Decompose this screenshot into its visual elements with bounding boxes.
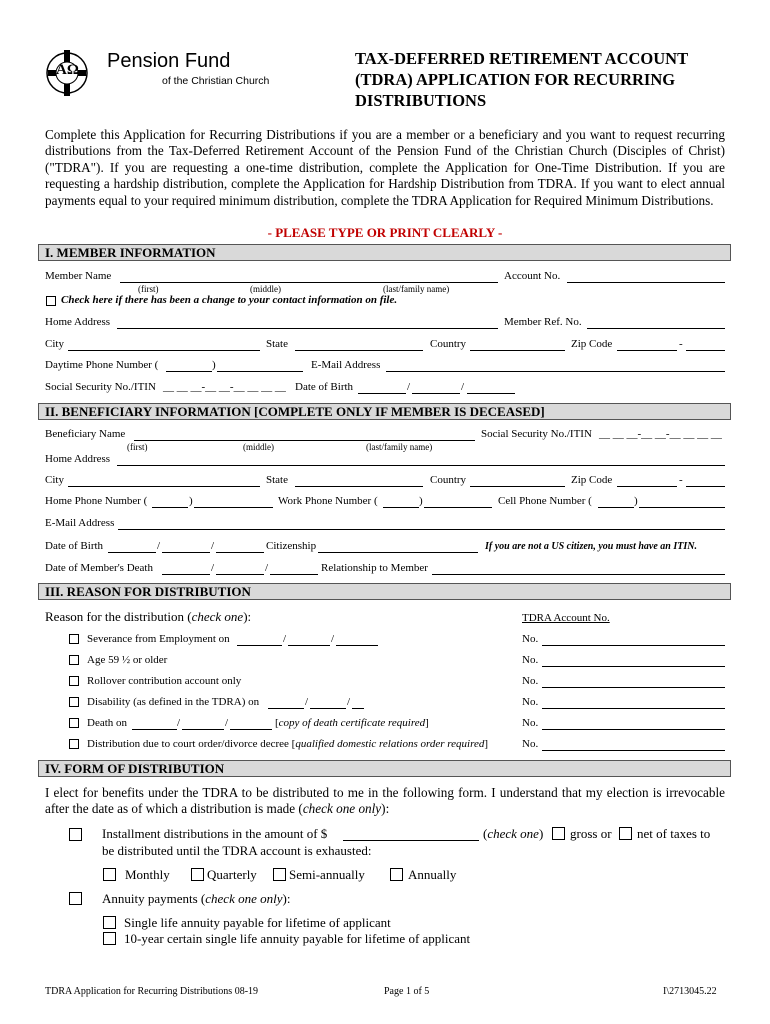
ben-dob-day-field[interactable] <box>162 552 210 553</box>
ben-dob-year-field[interactable] <box>216 552 264 553</box>
daytime-phone-field[interactable] <box>217 371 303 372</box>
relationship-label: Relationship to Member <box>321 562 428 574</box>
beneficiary-name-field[interactable] <box>134 440 475 441</box>
semiannual-label: Semi-annually <box>289 867 365 882</box>
citizenship-label: Citizenship <box>266 540 317 552</box>
election-paragraph: I elect for benefits under the TDRA to be distributed to me in the following form. I understand that my election is irrevocable after the date as of which a distribution is made (check one only): <box>45 785 725 817</box>
age-account-field[interactable] <box>542 666 725 667</box>
death-account-field[interactable] <box>542 729 725 730</box>
installment-label-2: be distributed until the TDRA account is exhausted: <box>102 843 372 858</box>
contact-change-checkbox[interactable] <box>46 296 56 306</box>
email-label: E-Mail Address <box>311 359 381 371</box>
monthly-checkbox[interactable] <box>103 868 116 881</box>
rollover-account-field[interactable] <box>542 687 725 688</box>
ssn-field[interactable]: __ __ __-__ __-__ __ __ __ <box>163 381 286 393</box>
rollover-label: Rollover contribution account only <box>87 675 242 687</box>
gross-checkbox[interactable] <box>552 827 565 840</box>
ben-email-field[interactable] <box>118 529 725 530</box>
member-name-label: Member Name <box>45 270 112 282</box>
logo <box>44 46 294 102</box>
severance-year-field[interactable] <box>336 645 378 646</box>
home-phone-field[interactable] <box>194 507 273 508</box>
middle-caption: (middle) <box>250 284 281 294</box>
installment-check-one: (check one) <box>483 826 544 841</box>
quarterly-checkbox[interactable] <box>191 868 204 881</box>
ben-zip-label: Zip Code <box>571 474 613 486</box>
ben-ssn-field[interactable]: __ __ __-__ __-__ __ __ __ <box>599 428 722 440</box>
member-ref-label: Member Ref. No. <box>504 316 582 328</box>
death-day-field[interactable] <box>216 574 264 575</box>
semiannual-checkbox[interactable] <box>273 868 286 881</box>
net-checkbox[interactable] <box>619 827 632 840</box>
annuity-label: Annuity payments (check one only): <box>102 891 291 906</box>
death-on-day-field[interactable] <box>182 729 224 730</box>
ben-country-label: Country <box>430 474 467 486</box>
dob-slash-1: / <box>407 381 411 393</box>
ben-ssn-label: Social Security No./ITIN <box>481 428 592 440</box>
work-paren-close: ) <box>419 495 423 507</box>
ben-country-field[interactable] <box>470 486 565 487</box>
daytime-phone-label: Daytime Phone Number ( <box>45 359 159 371</box>
home-paren-close: ) <box>189 495 193 507</box>
ben-city-label: City <box>45 474 64 486</box>
court-order-checkbox[interactable] <box>69 739 79 749</box>
death-certificate-note: [copy of death certificate required] <box>275 717 429 729</box>
print-clearly-notice: - PLEASE TYPE OR PRINT CLEARLY - <box>267 225 503 240</box>
zip-dash: - <box>679 338 683 350</box>
quarterly-label: Quarterly <box>207 867 257 882</box>
reason-prompt: Reason for the distribution (check one): <box>45 609 252 624</box>
age-no-label: No. <box>522 654 539 666</box>
disability-slash-1: / <box>305 696 309 708</box>
zip-field[interactable] <box>617 350 677 351</box>
death-date-label: Date of Member's Death <box>45 562 153 574</box>
ben-dob-label: Date of Birth <box>45 540 104 552</box>
severance-day-field[interactable] <box>288 645 330 646</box>
tdra-account-header: TDRA Account No. <box>522 612 610 624</box>
ten-year-checkbox[interactable] <box>103 932 116 945</box>
zip-ext-field[interactable] <box>686 350 725 351</box>
ben-dob-slash-1: / <box>157 540 161 552</box>
dob-day-field[interactable] <box>412 393 460 394</box>
city-field[interactable] <box>68 350 260 351</box>
severance-checkbox[interactable] <box>69 634 79 644</box>
dob-month-field[interactable] <box>358 393 406 394</box>
ben-last-caption: (last/family name) <box>366 442 433 452</box>
section-4-header: IV. FORM OF DISTRIBUTION <box>38 760 731 777</box>
rollover-checkbox[interactable] <box>69 676 79 686</box>
net-label: net of taxes to <box>637 826 711 841</box>
dob-slash-2: / <box>461 381 465 393</box>
work-phone-label: Work Phone Number ( <box>278 495 378 507</box>
installment-label: Installment distributions in the amount of $ <box>102 826 328 841</box>
rollover-no-label: No. <box>522 675 539 687</box>
court-order-no-label: No. <box>522 738 539 750</box>
severance-label: Severance from Employment on <box>87 633 230 645</box>
relationship-field[interactable] <box>432 574 725 575</box>
work-phone-field[interactable] <box>424 507 492 508</box>
death-label: Death on <box>87 717 128 729</box>
country-field[interactable] <box>470 350 565 351</box>
account-no-field[interactable] <box>567 282 725 283</box>
ben-dob-month-field[interactable] <box>108 552 156 553</box>
citizenship-field[interactable] <box>318 552 478 553</box>
disability-month-field[interactable] <box>268 708 304 709</box>
installment-checkbox[interactable] <box>69 828 82 841</box>
disability-year-field[interactable] <box>352 708 364 709</box>
single-life-checkbox[interactable] <box>103 916 116 929</box>
death-checkbox[interactable] <box>69 718 79 728</box>
title-line-2: (TDRA) APPLICATION FOR RECURRING <box>355 70 676 89</box>
ben-email-label: E-Mail Address <box>45 517 115 529</box>
disability-label: Disability (as defined in the TDRA) on <box>87 696 260 708</box>
logo-subtitle: of the Christian Church <box>162 75 270 87</box>
country-label: Country <box>430 338 467 350</box>
email-field[interactable] <box>386 371 725 372</box>
logo-name: Pension Fund <box>107 50 231 72</box>
ben-zip-ext-field[interactable] <box>686 486 725 487</box>
section-1-header: I. MEMBER INFORMATION <box>38 244 731 261</box>
ben-home-address-label: Home Address <box>45 453 111 465</box>
ben-zip-dash: - <box>679 474 683 486</box>
contact-change-label: Check here if there has been a change to your contact information on file. <box>61 294 398 306</box>
member-name-field[interactable] <box>120 282 498 283</box>
city-label: City <box>45 338 64 350</box>
home-area-code-field[interactable] <box>152 507 188 508</box>
home-address-field[interactable] <box>117 328 498 329</box>
dob-label: Date of Birth <box>295 381 354 393</box>
death-on-year-field[interactable] <box>230 729 272 730</box>
severance-no-label: No. <box>522 633 539 645</box>
section-2-header: II. BENEFICIARY INFORMATION [COMPLETE ONLY IF MEMBER IS DECEASED] <box>38 403 731 420</box>
ben-state-field[interactable] <box>295 486 423 487</box>
annually-label: Annually <box>408 867 457 882</box>
daytime-area-code-field[interactable] <box>166 371 212 372</box>
title-line-1: TAX-DEFERRED RETIREMENT ACCOUNT <box>355 49 689 68</box>
ben-zip-field[interactable] <box>617 486 677 487</box>
ben-home-address-field[interactable] <box>117 465 725 466</box>
dob-year-field[interactable] <box>467 393 515 394</box>
title-line-3: DISTRIBUTIONS <box>355 91 487 110</box>
ben-city-field[interactable] <box>68 486 260 487</box>
monthly-label: Monthly <box>125 867 170 882</box>
ben-state-label: State <box>266 474 288 486</box>
cell-phone-field[interactable] <box>639 507 725 508</box>
severance-month-field[interactable] <box>237 645 282 646</box>
disability-slash-2: / <box>347 696 351 708</box>
severance-account-field[interactable] <box>542 645 725 646</box>
account-no-label: Account No. <box>504 270 561 282</box>
disability-day-field[interactable] <box>310 708 346 709</box>
death-on-month-field[interactable] <box>132 729 177 730</box>
itin-note: If you are not a US citizen, you must have an ITIN. <box>485 541 697 552</box>
death-month-field[interactable] <box>162 574 210 575</box>
annuity-checkbox[interactable] <box>69 892 82 905</box>
state-label: State <box>266 338 288 350</box>
work-area-code-field[interactable] <box>383 507 419 508</box>
death-on-slash-1: / <box>177 717 181 729</box>
annually-checkbox[interactable] <box>390 868 403 881</box>
death-on-slash-2: / <box>225 717 229 729</box>
zip-label: Zip Code <box>571 338 613 350</box>
court-order-label: Distribution due to court order/divorce decree [qualified domestic relations order required] <box>87 738 489 750</box>
state-field[interactable] <box>295 350 423 351</box>
ssn-label: Social Security No./ITIN <box>45 381 156 393</box>
cell-paren-close: ) <box>634 495 638 507</box>
form-title <box>355 48 688 111</box>
death-no-label: No. <box>522 717 539 729</box>
single-life-label: Single life annuity payable for lifetime of applicant <box>124 915 391 930</box>
court-order-account-field[interactable] <box>542 750 725 751</box>
paren-close: ) <box>212 359 216 371</box>
gross-label: gross or <box>570 826 612 841</box>
footer-doc-id: I\2713045.22 <box>663 986 717 997</box>
disability-no-label: No. <box>522 696 539 708</box>
death-slash-2: / <box>265 562 269 574</box>
last-caption: (last/family name) <box>383 284 450 294</box>
first-caption: (first) <box>138 284 159 294</box>
ben-first-caption: (first) <box>127 442 148 452</box>
death-slash-1: / <box>211 562 215 574</box>
cell-phone-label: Cell Phone Number ( <box>498 495 592 507</box>
age-label: Age 59 ½ or older <box>87 654 168 666</box>
death-year-field[interactable] <box>270 574 318 575</box>
cell-area-code-field[interactable] <box>598 507 634 508</box>
logo-glyph: AΩ <box>56 62 79 78</box>
ten-year-label: 10-year certain single life annuity payable for lifetime of applicant <box>124 931 471 946</box>
severance-slash-2: / <box>331 633 335 645</box>
section-3-header: III. REASON FOR DISTRIBUTION <box>38 583 731 600</box>
age-checkbox[interactable] <box>69 655 79 665</box>
footer-form-name: TDRA Application for Recurring Distributions 08-19 <box>45 986 259 997</box>
ben-middle-caption: (middle) <box>243 442 274 452</box>
footer-page-number: Page 1 of 5 <box>384 986 430 997</box>
beneficiary-name-label: Beneficiary Name <box>45 428 126 440</box>
home-address-label: Home Address <box>45 316 111 328</box>
ben-dob-slash-2: / <box>211 540 215 552</box>
disability-checkbox[interactable] <box>69 697 79 707</box>
severance-slash-1: / <box>283 633 287 645</box>
home-phone-label: Home Phone Number ( <box>45 495 148 507</box>
disability-account-field[interactable] <box>542 708 725 709</box>
member-ref-field[interactable] <box>587 328 725 329</box>
intro-paragraph: Complete this Application for Recurring Distributions if you are a member or a beneficiary and you want to request recurring distributions from the Tax-Deferred Retirement Account of the Pension Fund of the Christian Church (Disciples of Christ) ("TDRA"). If you are requesting a one-time distribution, complete the Application for One-Time Distribution. If you are requesting a hardship distribution, complete the Application for Hardship Distribution from TDRA. If you want to elect annual payments equal to your required minimum distribution, complete the TDRA Application for Required Minimum Distributions. <box>45 127 725 208</box>
installment-amount-field[interactable] <box>343 840 479 841</box>
